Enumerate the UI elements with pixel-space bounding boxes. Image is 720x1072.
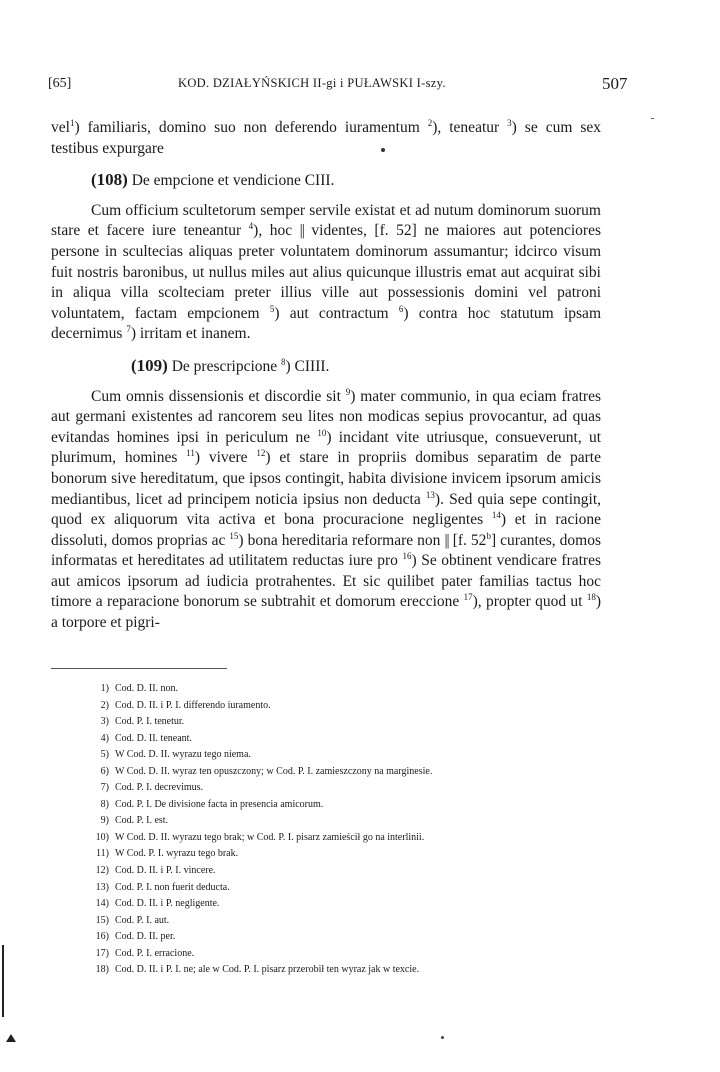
paragraph-108	[51, 201, 601, 345]
section-heading-109	[51, 356, 601, 378]
footnote-ref: 13	[425, 489, 435, 500]
section-title: De prescripcione	[167, 357, 282, 375]
footnote-mark: 13)	[95, 881, 109, 893]
footnote	[85, 681, 645, 698]
footnote-text: Cod. P. I. tenetur.	[115, 716, 185, 728]
footnotes	[85, 681, 645, 979]
text-run: ) Se obtinent vendicare fratres aut amicos ipsorum ad iudicia protrahentes. Et sic quilibet pater familias tactus hoc timore a reparacione bonorum se subtrahit et domorum ereccione	[51, 552, 601, 611]
section-title: ) CIIII.	[285, 357, 330, 375]
text-run: ) bona hereditaria reformare non	[238, 531, 445, 549]
footnote	[85, 830, 645, 847]
footnote-mark: 14)	[95, 898, 109, 910]
text-run: ) mater communio, in qua eciam fratres aut germani existentes ad rancorem seu lites non modicas sepius provocantur, ad quas evitandas homines ipsi in periculum ne	[51, 387, 601, 446]
footnote-mark: 8)	[100, 798, 109, 810]
section-title: De empcione et vendicione CIII.	[127, 172, 335, 190]
footnote	[85, 962, 645, 979]
text-run: ) irritam et inanem.	[130, 325, 251, 343]
page-number: 507	[602, 74, 628, 93]
footnote-ref: 16	[402, 551, 412, 562]
text-run: [f. 52	[448, 531, 487, 549]
text-run: ), propter quod ut	[472, 593, 587, 611]
footnote	[85, 880, 645, 897]
text-run: videntes, [f. 52] ne maiores aut potenciores persone in scultecias aliquas preter voluntatem dominorum assumantur; idcirco visum fuit nostris baronibus, ut nullus miles aut alius quicunque illustris emat aut acquirat sibi in aliqua villa scolteciam preter illius ville aut possessionis domini vel patroni voluntatem, factam empcionem	[51, 222, 601, 322]
footnote-divider	[51, 668, 227, 669]
footnote-mark: 3)	[100, 716, 109, 728]
scan-edge-mark	[2, 945, 4, 1017]
footnote-mark: 15)	[95, 914, 109, 926]
footnote-ref: 10	[317, 427, 327, 438]
footnote-ref: 17	[463, 592, 473, 603]
footnote	[85, 764, 645, 781]
footnote-ref: 7	[126, 324, 131, 335]
footnote	[85, 946, 645, 963]
footnote-text: Cod. D. II. i P. I. differendo iuramento.	[115, 699, 271, 711]
footnote-mark: 4)	[100, 732, 109, 744]
footnote-mark: 9)	[100, 815, 109, 827]
footnote-mark: 18)	[95, 964, 109, 976]
footnote-mark: 16)	[95, 931, 109, 943]
footnote-text: Cod. D. II. i P. I. ne; ale w Cod. P. I. pisarz przerobił ten wyraz jak w texcie.	[115, 964, 420, 976]
text-run: ) et stare in propriis domibus separatim de parte bonorum sive hereditatum, que ipsos contingit, habita divisione invicem ipsorum amicis mediantibus, licet ad principem noticia ipsius non deducta	[51, 449, 601, 508]
footnote-ref: 9	[345, 386, 351, 397]
footnote-text: Cod. D. II. i P. negligente.	[115, 898, 220, 910]
text-run: ] curantes, domos informatas et hereditates ad utilitatem reductas iure pro	[51, 531, 602, 570]
footnote-text: W Cod. D. II. wyrazu tego niema.	[115, 749, 251, 761]
footnote-ref: 6	[398, 303, 404, 314]
footnote-ref: 11	[186, 448, 195, 459]
footnote-text: Cod. P. I. est.	[115, 815, 169, 827]
footnote-ref: 4	[248, 221, 254, 232]
text-run: Cum officium scultetorum semper servile existat et ad nutum dominorum suorum stare et facere iure teneantur	[51, 201, 601, 240]
footnote-ref: 5	[269, 303, 275, 314]
footnote-ref: 8	[281, 356, 286, 367]
text-run: vel	[51, 119, 70, 136]
text-run: ) contra hoc statutum ipsam decernimus	[51, 304, 601, 343]
footnote	[85, 780, 645, 797]
footnote-text: Cod. D. II. teneant.	[115, 732, 192, 744]
footnote	[85, 846, 645, 863]
footnote-text: Cod. P. I. decrevimus.	[115, 782, 204, 794]
footnote-text: Cod. P. I. erracione.	[115, 947, 195, 959]
footnote	[85, 698, 645, 715]
footnote-mark: 7)	[100, 782, 109, 794]
footnote-text: Cod. D. II. non.	[115, 683, 179, 694]
footnote-mark: 17)	[95, 947, 109, 959]
footnote-text: Cod. P. I. non fuerit deducta.	[115, 881, 230, 893]
footnote-text: Cod. D. II. per.	[115, 931, 176, 943]
text-run: Cum omnis dissensionis et discordie sit	[91, 387, 346, 405]
folio-break-mark: ||	[444, 531, 449, 549]
footnote	[85, 797, 645, 814]
footnote-text: Cod. P. I. De divisione facta in presencia amicorum.	[115, 798, 324, 810]
footnote-text: W Cod. D. II. wyraz ten opuszczony; w Cod. P. I. zamieszczony na marginesie.	[115, 765, 433, 777]
scan-corner-mark	[6, 1034, 16, 1042]
footnote-ref: 1	[69, 118, 75, 128]
footnote	[85, 896, 645, 913]
section-number: (109)	[131, 355, 168, 375]
text-run: ) incidant vite utriusque, consueverunt, ut plurimum, homines	[51, 428, 601, 467]
footnote-mark: 11)	[96, 848, 109, 860]
header-title: KOD. DZIAŁYŃSKICH II-gi i PUŁAWSKI I-szy.	[178, 76, 446, 90]
text-run: ) aut contractum	[274, 304, 399, 322]
footnote	[85, 929, 645, 946]
footnote	[85, 714, 645, 731]
footnote-text: W Cod. P. I. wyrazu tego brak.	[115, 848, 239, 860]
footnote-mark: 10)	[95, 831, 109, 843]
footnote	[85, 813, 645, 830]
footnote	[85, 913, 645, 930]
footnote-text: W Cod. D. II. wyrazu tego brak; w Cod. P. I. pisarz zamieścił go na interlinii.	[115, 831, 425, 843]
text-run: ), hoc	[253, 222, 300, 240]
header-section-number: [65]	[48, 76, 72, 91]
folio-break-mark: ||	[299, 222, 304, 240]
footnote-mark: 12)	[95, 865, 109, 877]
text-run: ) familiaris, domino suo non deferendo iuramentum	[74, 119, 428, 136]
footnote-ref: 12	[256, 448, 266, 459]
ink-speck	[441, 1036, 444, 1039]
paragraph-continuation	[51, 118, 601, 159]
paragraph-109	[51, 387, 601, 634]
footnote-ref: 18	[586, 592, 596, 603]
footnote-ref: 14	[491, 510, 501, 521]
margin-speck	[651, 118, 654, 119]
text-run: ). Sed quia sepe contingit, quod ex aliquorum vita activa et bona procuracione negligentes	[51, 490, 602, 529]
footnote	[85, 747, 645, 764]
footnote-text: Cod. P. I. aut.	[115, 914, 170, 926]
folio-side-mark: b	[486, 530, 491, 541]
footnote-mark: 2)	[100, 699, 109, 711]
text-run: ) a torpore et pigri-	[51, 593, 601, 632]
footnote-ref: 15	[229, 530, 239, 541]
main-text	[51, 118, 601, 634]
footnote-ref: 3	[507, 118, 512, 128]
text-run: ), teneatur	[432, 119, 508, 136]
footnote	[85, 863, 645, 880]
section-number: (108)	[91, 170, 128, 190]
footnote-mark: 6)	[100, 765, 109, 777]
text-run: ) vivere	[194, 449, 257, 467]
section-heading-108	[51, 170, 601, 192]
footnote	[85, 731, 645, 748]
text-run: ) se cum sex testibus expurgare	[51, 119, 602, 157]
footnote-text: Cod. D. II. i P. I. vincere.	[115, 865, 216, 877]
footnote-mark: 5)	[100, 749, 109, 761]
text-run: ) et in racione dissoluti, domos proprias ac	[51, 511, 602, 549]
footnote-mark: 1)	[100, 683, 109, 694]
footnote-ref: 2	[427, 118, 433, 128]
